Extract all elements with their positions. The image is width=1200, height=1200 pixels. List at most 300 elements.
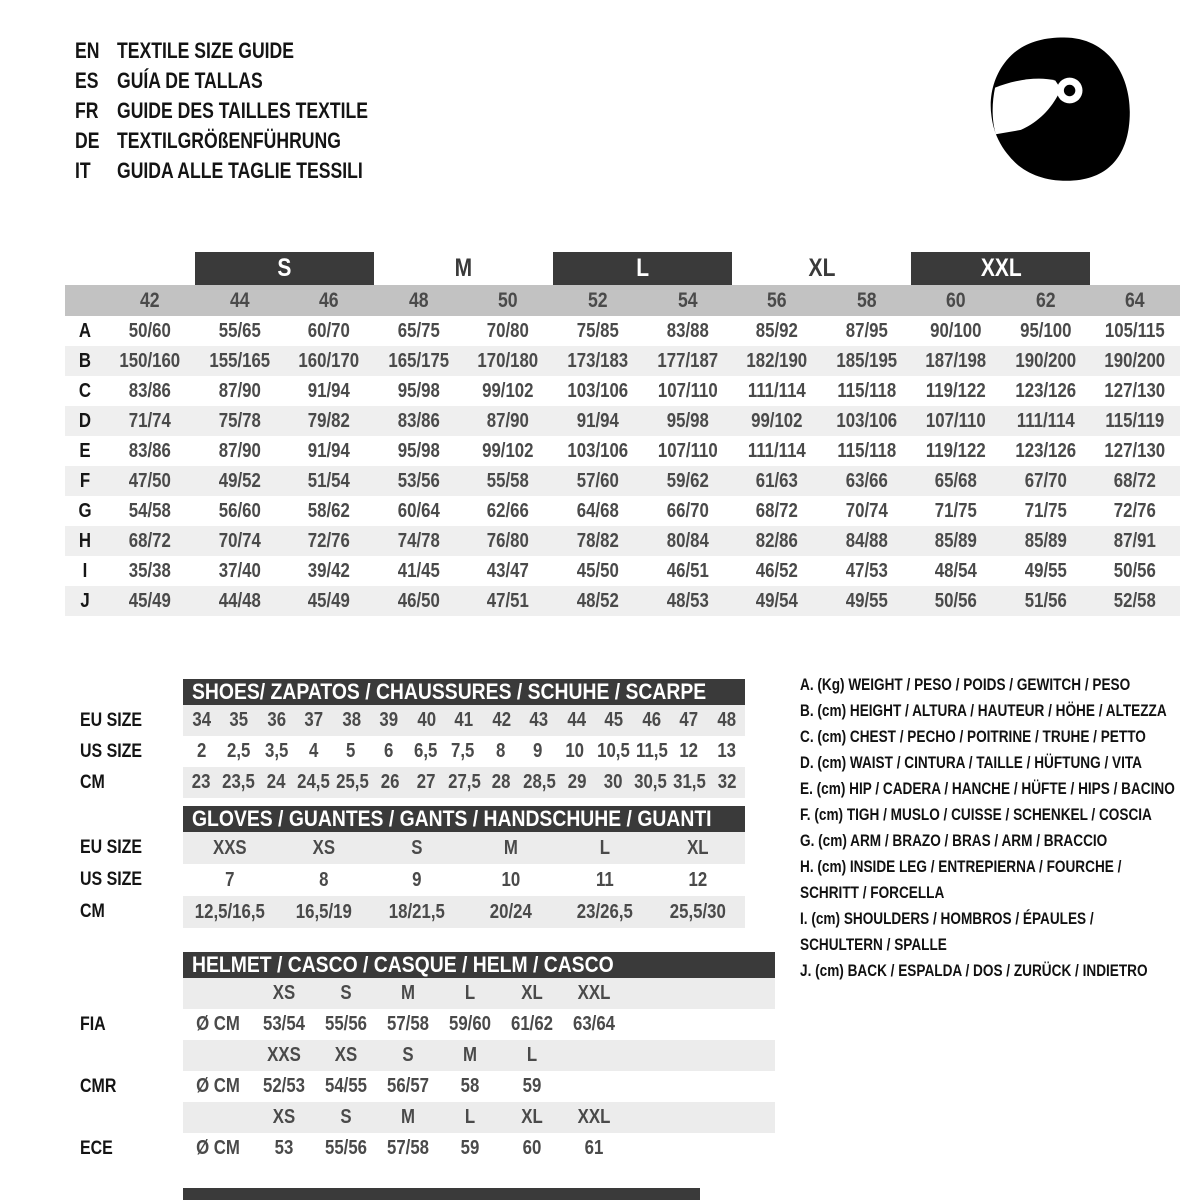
table-cell: 70/80 <box>487 319 530 342</box>
size-row <box>183 864 745 896</box>
size-cell: 9 <box>412 868 422 891</box>
size-cell: 24,5 <box>297 771 331 793</box>
measurement-legend <box>800 672 1200 984</box>
size-band-label: XL <box>808 254 836 282</box>
legend-item: I. (cm) SHOULDERS / HOMBROS / ÉPAULES / SCHULTERN / SPALLE <box>800 909 1094 954</box>
language-row <box>75 66 431 96</box>
size-cell: 34 <box>192 709 212 731</box>
size-header-cell: M <box>400 1106 415 1128</box>
table-cell: 55/58 <box>487 469 530 492</box>
table-cell: 127/130 <box>1104 439 1166 462</box>
size-band-row <box>65 252 1180 285</box>
table-cell: 95/98 <box>397 379 440 402</box>
table-cell: 50/56 <box>935 589 978 612</box>
size-cell: 4 <box>308 740 319 762</box>
legend-item: H. (cm) INSIDE LEG / ENTREPIERNA / FOURCHE / SCHRITT / FORCELLA <box>800 857 1122 902</box>
legend-item: F. (cm) TIGH / MUSLO / CUISSE / SCHENKEL / COSCIA <box>800 805 1152 824</box>
side-label-spacer <box>80 679 167 705</box>
legend-item: J. (cm) BACK / ESPALDA / DOS / ZURÜCK / INDIETRO <box>800 961 1148 980</box>
side-label-spacer <box>80 806 167 832</box>
table-cell: 49/54 <box>755 589 798 612</box>
size-header-cell: XXL <box>577 982 611 1004</box>
size-cell: 48 <box>716 709 736 731</box>
table-cell: 155/165 <box>209 349 270 372</box>
table-cell: 72/76 <box>1114 499 1157 522</box>
table-cell: 91/94 <box>307 439 350 462</box>
language-row <box>75 126 431 156</box>
table-cell: 123/126 <box>1015 379 1076 402</box>
language-row <box>75 156 431 186</box>
table-cell: 79/82 <box>307 409 350 432</box>
size-cell: 23/26,5 <box>576 900 633 923</box>
table-cell: 68/72 <box>128 529 171 552</box>
table-cell: 48/53 <box>666 589 709 612</box>
size-cell: 27,5 <box>447 771 481 793</box>
language-code: IT <box>75 158 91 183</box>
column-header: 46 <box>319 288 339 312</box>
table-cell: 127/130 <box>1104 379 1166 402</box>
language-title-list <box>75 36 431 186</box>
row-label: G <box>78 499 92 522</box>
table-cell: 177/187 <box>656 349 718 372</box>
table-cell: 64/68 <box>576 499 619 522</box>
table-cell: 68/72 <box>755 499 798 522</box>
size-cell: 56/57 <box>386 1075 430 1097</box>
size-row <box>183 705 745 736</box>
table-cell: 80/84 <box>666 529 709 552</box>
language-title: GUIDA ALLE TAGLIE TESSILI <box>117 158 363 183</box>
size-cell: 61/62 <box>510 1013 554 1035</box>
table-cell: 66/70 <box>666 499 709 522</box>
size-cell: 53 <box>274 1137 294 1159</box>
row-label: B <box>78 349 92 372</box>
size-cell: 52/53 <box>262 1075 306 1097</box>
size-cell: 57/58 <box>386 1013 430 1035</box>
table-cell: 54/58 <box>128 499 171 522</box>
table-cell: 48/52 <box>576 589 619 612</box>
size-cell: 63/64 <box>572 1013 616 1035</box>
textile-table-body <box>65 316 1180 616</box>
table-cell: 51/56 <box>1024 589 1067 612</box>
size-header-cell: XL <box>521 1106 543 1128</box>
size-cell: 25,5/30 <box>670 900 727 923</box>
size-header-cell: XXS <box>267 1044 301 1066</box>
table-cell: 68/72 <box>1114 469 1157 492</box>
table-cell: 115/119 <box>1105 409 1165 432</box>
table-cell: 70/74 <box>845 499 888 522</box>
size-cell: 7 <box>225 868 235 891</box>
size-cell: 18/21,5 <box>389 900 446 923</box>
table-cell: 173/183 <box>567 349 629 372</box>
legend-item: C. (cm) CHEST / PECHO / POITRINE / TRUHE / PETTO <box>800 727 1146 746</box>
table-cell: 71/75 <box>935 499 978 522</box>
table-cell: 46/50 <box>397 589 440 612</box>
size-cell: 36 <box>267 709 287 731</box>
size-header-cell: XS <box>272 1106 296 1128</box>
table-cell: 59/62 <box>666 469 709 492</box>
table-cell: 87/95 <box>845 319 888 342</box>
table-cell: 103/106 <box>567 439 629 462</box>
side-label: ECE <box>80 1137 113 1159</box>
visor-pivot-dot <box>1064 85 1075 96</box>
helmet-row <box>183 1133 775 1164</box>
size-header-cell <box>568 1040 620 1071</box>
table-cell: 119/122 <box>926 379 986 402</box>
table-cell: 45/50 <box>576 559 619 582</box>
size-cell: 12 <box>679 740 699 762</box>
table-row <box>65 556 1180 586</box>
language-title: GUÍA DE TALLAS <box>117 68 263 93</box>
size-cell: 47 <box>679 709 699 731</box>
table-cell: 115/118 <box>837 439 896 462</box>
table-row <box>65 316 1180 346</box>
table-cell: 95/98 <box>397 439 440 462</box>
table-cell: 74/78 <box>397 529 440 552</box>
section-title-bar <box>183 806 745 832</box>
table-cell: 85/89 <box>1024 529 1067 552</box>
table-cell: 75/85 <box>576 319 619 342</box>
size-row <box>183 736 745 767</box>
row-label: I <box>82 559 88 582</box>
column-header: 60 <box>946 288 966 312</box>
column-header: 44 <box>229 288 250 312</box>
size-cell: M <box>503 836 518 859</box>
size-cell <box>568 1071 620 1102</box>
size-band <box>911 252 1090 285</box>
size-cell: 31,5 <box>672 771 706 793</box>
table-cell: 85/92 <box>755 319 798 342</box>
size-cell: 57/58 <box>386 1137 430 1159</box>
language-title: TEXTILGRÖßENFÜHRUNG <box>117 128 341 153</box>
helmet-icon <box>975 26 1147 198</box>
table-cell: 76/80 <box>487 529 530 552</box>
size-cell: 10 <box>565 740 585 762</box>
size-cell: 35 <box>229 709 249 731</box>
size-cell: 10 <box>501 868 521 891</box>
language-title: TEXTILE SIZE GUIDE <box>117 38 294 63</box>
side-label-spacer <box>80 1040 167 1071</box>
table-cell: 107/110 <box>657 439 718 462</box>
table-cell: 91/94 <box>576 409 619 432</box>
size-cell: 29 <box>567 771 587 793</box>
column-header: 52 <box>587 288 608 312</box>
size-header-cell: M <box>400 982 415 1004</box>
size-cell: 7,5 <box>451 740 475 762</box>
table-cell: 41/45 <box>397 559 440 582</box>
size-cell: 6 <box>383 740 393 762</box>
row-label: A <box>78 319 92 342</box>
legend-item: B. (cm) HEIGHT / ALTURA / HAUTEUR / HÖHE / ALTEZZA <box>800 701 1167 720</box>
size-cell: 60 <box>522 1137 542 1159</box>
table-cell: 150/160 <box>119 349 181 372</box>
column-header-row <box>65 285 1180 316</box>
table-cell: 78/82 <box>576 529 619 552</box>
table-cell: 115/118 <box>837 379 896 402</box>
size-cell: 37 <box>304 709 324 731</box>
table-cell: 53/56 <box>397 469 440 492</box>
column-header: 42 <box>139 288 160 312</box>
table-cell: 65/75 <box>397 319 440 342</box>
size-cell: 44 <box>567 709 586 731</box>
size-cell: Ø CM <box>196 1075 240 1097</box>
size-cell: L <box>599 836 610 859</box>
table-cell: 82/86 <box>755 529 798 552</box>
table-cell: 123/126 <box>1015 439 1076 462</box>
table-cell: 61/63 <box>755 469 798 492</box>
table-cell: 99/102 <box>482 379 534 402</box>
table-cell: 103/106 <box>836 409 897 432</box>
cropped-section-bar <box>183 1188 700 1200</box>
size-header-cell: M <box>462 1044 477 1066</box>
language-code: DE <box>75 128 100 153</box>
size-band-label: M <box>454 254 473 282</box>
size-cell: 16,5/19 <box>295 900 352 923</box>
table-cell: 91/94 <box>307 379 350 402</box>
column-header: 56 <box>767 288 787 312</box>
table-cell: 44/48 <box>218 589 261 612</box>
table-cell: 49/55 <box>1024 559 1067 582</box>
size-cell: 9 <box>532 740 543 762</box>
legend-item: G. (cm) ARM / BRAZO / BRAS / ARM / BRACCIO <box>800 831 1108 850</box>
size-row <box>183 767 745 798</box>
side-label: CMR <box>80 1075 117 1097</box>
row-label: J <box>80 589 90 612</box>
size-header-cell: L <box>526 1044 538 1066</box>
table-cell: 49/55 <box>845 589 888 612</box>
textile-size-table <box>65 252 1180 616</box>
size-row <box>183 832 745 864</box>
size-cell: 11,5 <box>635 740 668 762</box>
size-header-cell: S <box>340 1106 352 1128</box>
size-cell: 53/54 <box>262 1013 306 1035</box>
table-cell: 70/74 <box>218 529 261 552</box>
size-header-cell: XS <box>272 982 296 1004</box>
size-cell: 28,5 <box>522 771 556 793</box>
table-cell: 190/200 <box>1104 349 1166 372</box>
side-label: FIA <box>80 1013 106 1035</box>
size-cell: 46 <box>641 709 661 731</box>
table-cell: 56/60 <box>218 499 261 522</box>
helmet-row <box>183 1009 775 1040</box>
size-cell: 8 <box>495 740 505 762</box>
table-row <box>65 526 1180 556</box>
row-label-spacer <box>68 285 102 316</box>
size-band <box>374 252 553 285</box>
table-row <box>65 466 1180 496</box>
table-cell: 111/114 <box>747 379 806 402</box>
language-title: GUIDE DES TAILLES TEXTILE <box>117 98 368 123</box>
size-cell: 43 <box>529 709 549 731</box>
table-cell: 45/49 <box>128 589 171 612</box>
size-cell: 26 <box>380 771 400 793</box>
table-cell: 51/54 <box>307 469 350 492</box>
side-label-spacer <box>80 978 167 1009</box>
table-cell: 160/170 <box>298 349 360 372</box>
column-header: 62 <box>1035 288 1056 312</box>
language-code: EN <box>75 38 100 63</box>
size-cell: S <box>411 836 423 859</box>
section-title: GLOVES / GUANTES / GANTS / HANDSCHUHE / GUANTI <box>192 806 712 831</box>
table-row <box>65 586 1180 616</box>
side-label: US SIZE <box>80 869 143 890</box>
legend-item: D. (cm) WAIST / CINTURA / TAILLE / HÜFTUNG / VITA <box>800 753 1142 772</box>
table-cell: 46/52 <box>755 559 798 582</box>
table-cell: 83/88 <box>666 319 709 342</box>
column-header: 54 <box>677 288 698 312</box>
legend-item: E. (cm) HIP / CADERA / HANCHE / HÜFTE / HIPS / BACINO <box>800 779 1175 798</box>
table-cell: 107/110 <box>657 379 718 402</box>
table-cell: 57/60 <box>576 469 619 492</box>
table-cell: 49/52 <box>218 469 261 492</box>
table-cell: 63/66 <box>845 469 888 492</box>
table-cell: 47/50 <box>128 469 171 492</box>
table-cell: 83/86 <box>128 379 171 402</box>
shoes-section <box>80 679 745 798</box>
table-cell: 58/62 <box>307 499 350 522</box>
table-cell: 39/42 <box>307 559 350 582</box>
size-header-cell <box>189 1102 248 1133</box>
table-cell: 47/53 <box>845 559 888 582</box>
size-header-cell: XS <box>334 1044 358 1066</box>
section-title-bar <box>183 952 775 978</box>
size-cell: 8 <box>318 868 329 891</box>
table-cell: 46/51 <box>666 559 709 582</box>
size-header-cell: XXL <box>577 1106 611 1128</box>
table-row <box>65 496 1180 526</box>
section-title: HELMET / CASCO / CASQUE / HELM / CASCO <box>192 952 614 977</box>
size-cell: 41 <box>454 709 474 731</box>
table-cell: 75/78 <box>218 409 261 432</box>
size-cell: 59 <box>460 1137 480 1159</box>
table-cell: 72/76 <box>307 529 350 552</box>
helmet-row <box>183 1102 775 1133</box>
size-cell: 5 <box>346 740 356 762</box>
size-band-label: L <box>636 254 649 282</box>
table-cell: 185/195 <box>836 349 897 372</box>
size-cell: 40 <box>417 709 436 731</box>
column-header: 64 <box>1125 288 1146 312</box>
table-cell: 107/110 <box>926 409 986 432</box>
helmet-row <box>183 1071 775 1102</box>
size-band-label: XXL <box>980 254 1022 282</box>
row-label: F <box>79 469 91 492</box>
size-cell: 54/55 <box>324 1075 368 1097</box>
size-cell: 28 <box>492 771 511 793</box>
size-cell: 2 <box>196 740 207 762</box>
size-header-cell <box>189 1040 248 1071</box>
table-cell: 60/70 <box>307 319 350 342</box>
table-cell: 52/58 <box>1114 589 1157 612</box>
column-header: 48 <box>408 288 429 312</box>
table-cell: 50/60 <box>128 319 171 342</box>
size-cell: XXS <box>213 836 247 859</box>
size-header-cell: S <box>340 982 352 1004</box>
table-cell: 187/198 <box>925 349 987 372</box>
table-cell: 37/40 <box>218 559 261 582</box>
table-cell: 103/106 <box>567 379 629 402</box>
table-cell: 83/86 <box>397 409 440 432</box>
table-cell: 170/180 <box>477 349 539 372</box>
size-band <box>732 252 911 285</box>
size-cell: 61 <box>584 1137 604 1159</box>
side-label: CM <box>80 771 105 793</box>
size-cell: XS <box>312 836 335 859</box>
size-cell: 25,5 <box>336 771 370 793</box>
size-cell: 2,5 <box>227 740 251 762</box>
table-cell: 87/91 <box>1114 529 1157 552</box>
size-cell: 10,5 <box>596 740 630 762</box>
table-cell: 111/114 <box>747 439 806 462</box>
table-cell: 119/122 <box>926 439 986 462</box>
table-cell: 35/38 <box>128 559 171 582</box>
size-cell: 24 <box>266 771 286 793</box>
gloves-section <box>80 806 745 928</box>
table-cell: 50/56 <box>1114 559 1157 582</box>
table-cell: 99/102 <box>482 439 534 462</box>
table-row <box>65 376 1180 406</box>
size-cell: 30 <box>603 771 623 793</box>
size-cell: XL <box>687 836 709 859</box>
table-cell: 165/175 <box>388 349 449 372</box>
table-cell: 65/68 <box>935 469 978 492</box>
size-cell: 55/56 <box>324 1137 368 1159</box>
size-row <box>183 896 745 928</box>
table-cell: 95/100 <box>1019 319 1072 342</box>
table-cell: 90/100 <box>930 319 982 342</box>
size-cell: 32 <box>717 771 737 793</box>
size-header-cell: L <box>464 982 476 1004</box>
table-row <box>65 346 1180 376</box>
size-header-cell: XL <box>521 982 543 1004</box>
table-row <box>65 406 1180 436</box>
table-cell: 87/90 <box>218 439 261 462</box>
size-band-label: S <box>277 254 292 282</box>
helmet-row <box>183 978 775 1009</box>
table-cell: 105/115 <box>1105 319 1166 342</box>
size-cell: 59 <box>522 1075 542 1097</box>
size-cell: 11 <box>595 868 614 891</box>
size-band <box>553 252 732 285</box>
section-title: SHOES/ ZAPATOS / CHAUSSURES / SCHUHE / SCARPE <box>192 679 707 704</box>
size-cell: 59/60 <box>448 1013 492 1035</box>
size-cell: 42 <box>492 709 511 731</box>
column-header: 58 <box>856 288 877 312</box>
size-cell: 27 <box>417 771 436 793</box>
table-cell: 87/90 <box>487 409 530 432</box>
size-cell: 45 <box>604 709 624 731</box>
table-cell: 87/90 <box>218 379 261 402</box>
size-header-cell <box>189 978 248 1009</box>
row-label: C <box>78 379 92 402</box>
table-cell: 85/89 <box>935 529 978 552</box>
size-cell: 13 <box>716 740 736 762</box>
table-cell: 67/70 <box>1024 469 1067 492</box>
table-cell: 45/49 <box>307 589 350 612</box>
side-label: US SIZE <box>80 740 143 762</box>
size-cell: Ø CM <box>196 1137 240 1159</box>
row-label: E <box>79 439 91 462</box>
table-cell: 99/102 <box>751 409 803 432</box>
size-cell: 3,5 <box>264 740 288 762</box>
table-cell: 55/65 <box>218 319 261 342</box>
side-label: EU SIZE <box>80 709 143 731</box>
size-cell: 55/56 <box>324 1013 368 1035</box>
table-cell: 62/66 <box>487 499 530 522</box>
table-cell: 71/75 <box>1024 499 1067 522</box>
size-cell: Ø CM <box>196 1013 240 1035</box>
side-label-spacer <box>80 952 167 978</box>
row-label: H <box>78 529 92 552</box>
